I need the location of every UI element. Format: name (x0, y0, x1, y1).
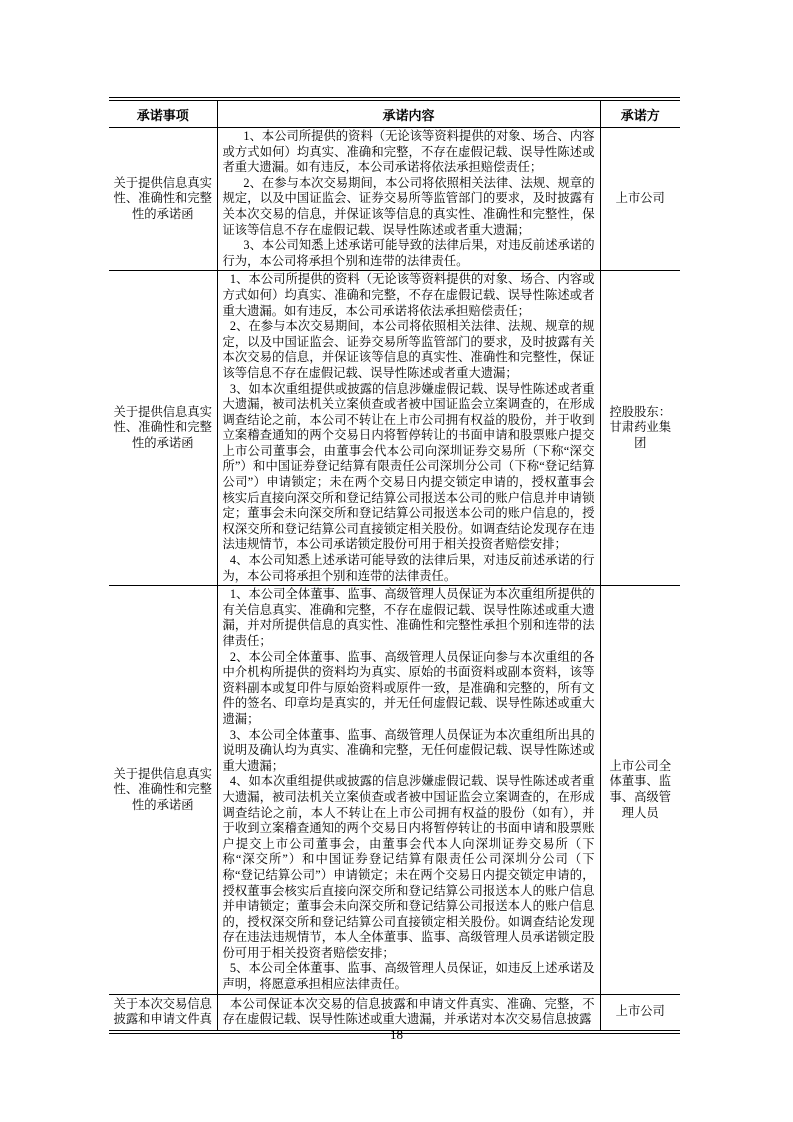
paragraph: 5、本公司全体董事、监事、高级管理人员保证，如违反上述承诺及声明，将愿意承担相应法律责任。 (222, 961, 595, 992)
paragraph: 3、本公司知悉上述承诺可能导致的法律后果，对违反前述承诺的行为，本公司将承担个别和连带的法律责任。 (222, 238, 595, 268)
commitment-content-cell (217, 271, 600, 586)
commitment-item-cell: 关于本次交易信息披露和申请文件真 (109, 994, 217, 1032)
page-number: 18 (390, 1027, 403, 1042)
header-commitment-item: 承诺事项 (109, 99, 217, 128)
paragraph: 2、在参与本次交易期间，本公司将依照相关法律、法规、规章的规定，以及中国证监会、证券交易所等监管部门的要求，及时披露有关本次交易的信息，并保证该等信息的真实性、准确性和完整性，保证该等信息不存在虚假记载、误导性陈述或者重大遗漏； (222, 175, 595, 237)
commitment-content-cell (217, 586, 600, 994)
table-row (109, 586, 680, 994)
paragraph: 1、本公司所提供的资料（无论该等资料提供的对象、场合、内容或方式如何）均真实、准确和完整，不存在虚假记载、误导性陈述或者重大遗漏。如有违反，本公司承诺将依法承担赔偿责任； (222, 129, 595, 175)
commitment-item-cell: 关于提供信息真实性、准确性和完整性的承诺函 (109, 586, 217, 994)
table-header-row (109, 99, 680, 128)
paragraph: 4、如本次重组提供或披露的信息涉嫌虚假记载、误导性陈述或者重大遗漏，被司法机关立案侦查或者被中国证监会立案调查的，在形成调查结论之前，本人不转让在上市公司拥有权益的股份（如有），并于收到立案稽查通知的两个交易日内将暂停转让的书面申请和股票账户提交上市公司董事会，由董事会代本人向深圳证券交易所（下称“深交所”）和中国证券登记结算有限责任公司深圳分公司（下称“登记结算公司”）申请锁定；未在两个交易日内提交锁定申请的，授权董事会核实后直接向深交所和登记结算公司报送本人的账户信息并申请锁定；董事会未向深交所和登记结算公司报送本人的账户信息的，授权深交所和登记结算公司直接锁定相关股份。如调查结论发现存在违法违规情节，本人全体董事、监事、高级管理人员承诺锁定股份可用于相关投资者赔偿安排； (222, 774, 595, 960)
commitment-item-cell: 关于提供信息真实性、准确性和完整性的承诺函 (109, 271, 217, 586)
header-commitment-party: 承诺方 (600, 99, 680, 128)
commitment-party-cell: 上市公司 (600, 994, 680, 1032)
paragraph: 3、本公司全体董事、监事、高级管理人员保证为本次重组所出具的说明及确认均为真实、准确和完整，无任何虚假记载、误导性陈述或重大遗漏； (222, 727, 595, 773)
commitment-content-cell (217, 128, 600, 271)
paragraph: 3、如本次重组提供或披露的信息涉嫌虚假记载、误导性陈述或者重大遗漏，被司法机关立案侦查或者被中国证监会立案调查的，在形成调查结论之前，本公司不转让在上市公司拥有权益的股份，并于收到立案稽查通知的两个交易日内将暂停转让的书面申请和股票账户提交上市公司董事会，由董事会代本公司向深圳证券交易所（下称“深交所”）和中国证券登记结算有限责任公司深圳分公司（下称“登记结算公司”）申请锁定；未在两个交易日内提交锁定申请的，授权董事会核实后直接向深交所和登记结算公司报送本公司的账户信息并申请锁定；董事会未向深交所和登记结算公司报送本公司的账户信息的，授权深交所和登记结算公司直接锁定相关股份。如调查结论发现存在违法违规情节，本公司承诺锁定股份可用于相关投资者赔偿安排； (222, 381, 595, 552)
table-row (109, 271, 680, 586)
paragraph: 本公司保证本次交易的信息披露和申请文件真实、准确、完整，不存在虚假记载、误导性陈述或重大遗漏，并承诺对本次交易信息披露 (222, 996, 595, 1027)
paragraph: 4、本公司知悉上述承诺可能导致的法律后果，对违反前述承诺的行为，本公司将承担个别和连带的法律责任。 (222, 553, 595, 583)
commitment-item-cell: 关于提供信息真实性、准确性和完整性的承诺函 (109, 128, 217, 271)
commitment-party-cell: 上市公司全体董事、监事、高级管理人员 (600, 586, 680, 994)
table-row (109, 128, 680, 271)
paragraph: 1、本公司全体董事、监事、高级管理人员保证为本次重组所提供的有关信息真实、准确和完整，不存在虚假记载、误导性陈述或重大遗漏，并对所提供信息的真实性、准确性和完整性承担个别和连带的法律责任； (222, 587, 595, 648)
paragraph: 1、本公司所提供的资料（无论该等资料提供的对象、场合、内容或方式如何）均真实、准确和完整，不存在虚假记载、误导性陈述或者重大遗漏。如有违反，本公司承诺将依法承担赔偿责任； (222, 272, 595, 318)
paragraph: 2、在参与本次交易期间，本公司将依照相关法律、法规、规章的规定，以及中国证监会、证券交易所等监管部门的要求，及时披露有关本次交易的信息，并保证该等信息的真实性、准确性和完整性，保证该等信息不存在虚假记载、误导性陈述或者重大遗漏； (222, 319, 595, 380)
header-commitment-content: 承诺内容 (217, 99, 600, 128)
paragraph: 2、本公司全体董事、监事、高级管理人员保证向参与本次重组的各中介机构所提供的资料均为真实、原始的书面资料或副本资料，该等资料副本或复印件与原始资料或原件一致，是准确和完整的，所有文件的签名、印章均是真实的，并无任何虚假记载、误导性陈述或重大遗漏； (222, 649, 595, 726)
commitment-party-cell: 上市公司 (600, 128, 680, 271)
commitments-table (109, 97, 680, 1034)
commitment-party-cell: 控股股东：甘肃药业集团 (600, 271, 680, 586)
